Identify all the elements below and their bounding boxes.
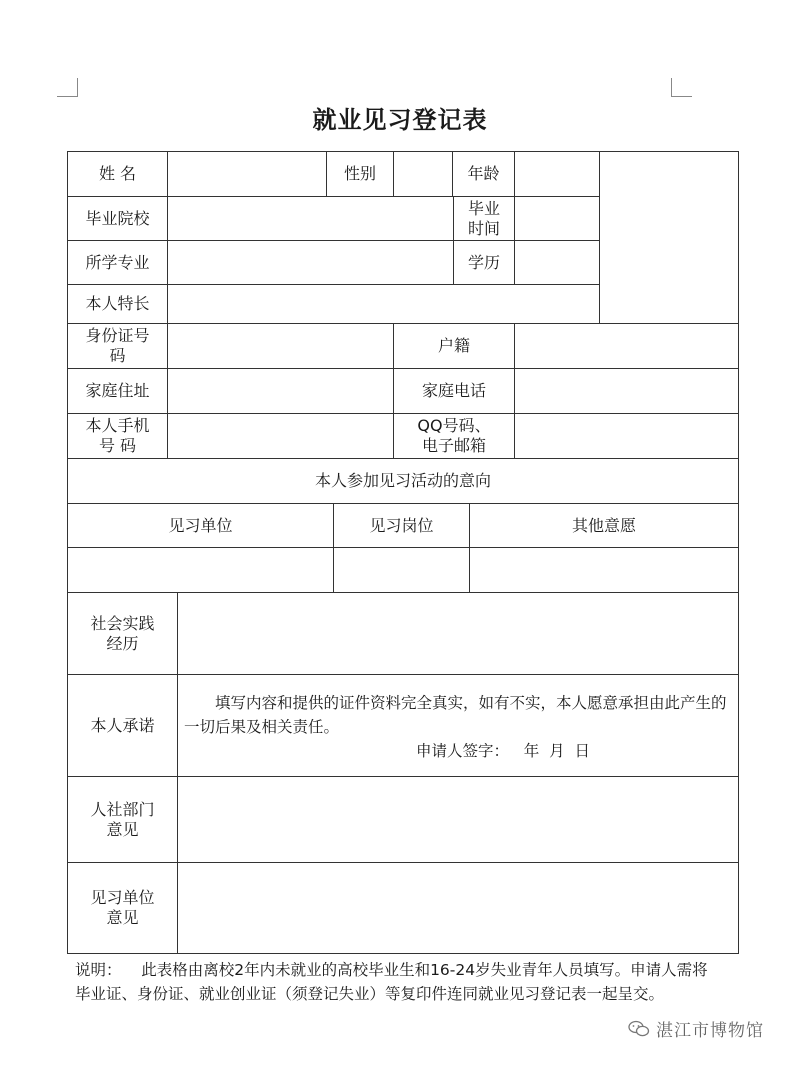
specialty-label: 本人特长 bbox=[68, 285, 168, 324]
pledge-signature: 申请人签字： 年 月 日 bbox=[416, 742, 590, 760]
hr-dept-opinion-field[interactable] bbox=[178, 777, 738, 863]
address-label: 家庭住址 bbox=[68, 369, 168, 414]
mobile-field[interactable] bbox=[168, 414, 394, 459]
intention-post-field[interactable] bbox=[334, 548, 470, 593]
gender-field[interactable] bbox=[394, 152, 453, 197]
school-field[interactable] bbox=[168, 197, 453, 241]
watermark bbox=[628, 1016, 764, 1041]
qq-email-field[interactable] bbox=[515, 414, 738, 459]
page-title: 就业见习登记表 bbox=[312, 106, 488, 134]
gender-label: 性别 bbox=[327, 152, 394, 197]
unit-opinion-field[interactable] bbox=[178, 863, 738, 953]
major-label: 所学专业 bbox=[68, 241, 168, 285]
unit-opinion-label bbox=[68, 863, 178, 953]
crop-mark-left bbox=[57, 78, 78, 97]
household-label: 户籍 bbox=[394, 324, 515, 369]
mobile-label bbox=[68, 414, 168, 459]
household-field[interactable] bbox=[515, 324, 738, 369]
wechat-icon bbox=[628, 1020, 650, 1038]
registration-form-table bbox=[67, 151, 739, 954]
grad-time-label bbox=[453, 197, 515, 241]
grad-time-field[interactable] bbox=[515, 197, 600, 241]
pledge-text: 填写内容和提供的证件资料完全真实，如有不实，本人愿意承担由此产生的一切后果及相关责任。 bbox=[184, 694, 727, 736]
degree-label: 学历 bbox=[453, 241, 515, 285]
mobile-label-line1: 本人手机 bbox=[85, 416, 150, 435]
intention-other-header: 其他意愿 bbox=[470, 504, 738, 548]
school-label: 毕业院校 bbox=[68, 197, 168, 241]
intention-unit-header: 见习单位 bbox=[68, 504, 334, 548]
mobile-label-line2: 号 码 bbox=[98, 436, 137, 455]
pledge-label: 本人承诺 bbox=[68, 675, 178, 777]
intention-post-header: 见习岗位 bbox=[334, 504, 470, 548]
intention-other-field[interactable] bbox=[470, 548, 738, 593]
major-field[interactable] bbox=[168, 241, 453, 285]
qq-email-label-line2: 电子邮箱 bbox=[421, 436, 486, 455]
home-phone-field[interactable] bbox=[515, 369, 738, 414]
watermark-text: 湛江市博物馆 bbox=[656, 1021, 764, 1041]
form-note: 说明： 此表格由离校2年内未就业的高校毕业生和16-24岁失业青年人员填写。申请人需将毕业证、身份证、就业创业证（须登记失业）等复印件连同就业见习登记表一起呈交。 bbox=[75, 961, 708, 1003]
grad-time-label-line2: 时间 bbox=[467, 218, 500, 238]
hr-dept-opinion-label bbox=[68, 777, 178, 863]
crop-mark-right bbox=[671, 78, 692, 97]
photo-box[interactable] bbox=[600, 152, 738, 324]
qq-email-label bbox=[394, 414, 515, 459]
home-phone-label: 家庭电话 bbox=[394, 369, 515, 414]
age-field[interactable] bbox=[515, 152, 600, 197]
pledge-content bbox=[178, 675, 738, 777]
intention-header: 本人参加见习活动的意向 bbox=[68, 459, 738, 504]
social-practice-label-line2: 经历 bbox=[106, 633, 139, 653]
specialty-field[interactable] bbox=[168, 285, 600, 324]
social-practice-field[interactable] bbox=[178, 593, 738, 675]
qq-email-label-line1: QQ号码、 bbox=[417, 416, 491, 435]
social-practice-label-line1: 社会实践 bbox=[90, 613, 155, 633]
name-label: 姓 名 bbox=[68, 152, 168, 197]
id-number-field[interactable] bbox=[168, 324, 394, 369]
unit-opinion-label-line2: 意见 bbox=[106, 908, 139, 927]
social-practice-label bbox=[68, 593, 178, 675]
unit-opinion-label-line1: 见习单位 bbox=[90, 888, 155, 907]
id-number-label bbox=[68, 324, 168, 369]
intention-unit-field[interactable] bbox=[68, 548, 334, 593]
age-label: 年龄 bbox=[453, 152, 515, 197]
hr-dept-opinion-label-line2: 意见 bbox=[106, 819, 139, 839]
address-field[interactable] bbox=[168, 369, 394, 414]
id-number-label-line1: 身份证号 bbox=[85, 326, 150, 345]
name-field[interactable] bbox=[168, 152, 327, 197]
grad-time-label-line1: 毕业 bbox=[467, 198, 500, 218]
id-number-label-line2: 码 bbox=[109, 346, 126, 365]
degree-field[interactable] bbox=[515, 241, 600, 285]
hr-dept-opinion-label-line1: 人社部门 bbox=[90, 799, 155, 819]
